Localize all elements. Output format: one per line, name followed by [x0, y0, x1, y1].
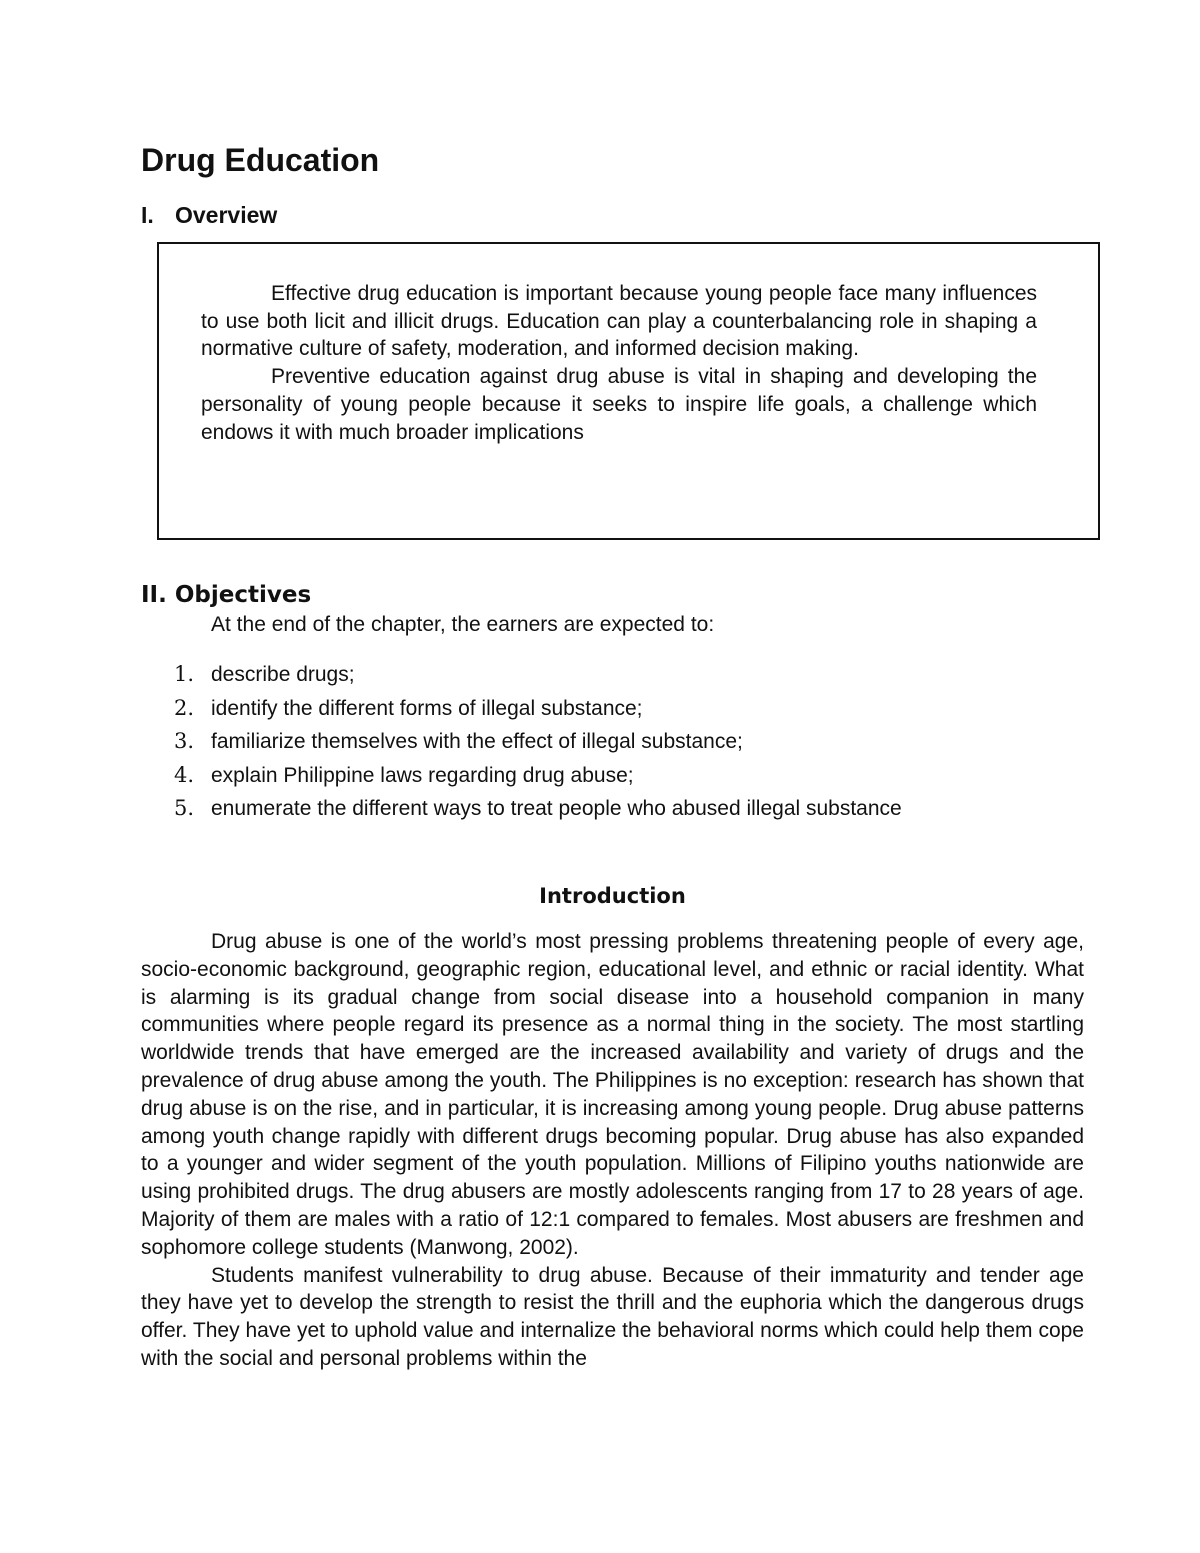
- objective-item: [174, 759, 902, 793]
- objective-item: [174, 725, 902, 759]
- objective-text: familiarize themselves with the effect of illegal substance;: [211, 730, 743, 753]
- overview-number: I.: [141, 202, 154, 228]
- objective-text: explain Philippine laws regarding drug abuse;: [211, 763, 634, 787]
- overview-heading-text: Overview: [175, 202, 278, 228]
- overview-box: [157, 242, 1100, 540]
- objective-item: [174, 658, 902, 692]
- introduction-paragraph-2: Students manifest vulnerability to drug abuse. Because of their immaturity and tender age they have yet to develop the strength to resist the thrill and the euphoria which the dangerous drugs offer. They have yet to uphold value and internalize the behavioral norms which could help them cope with the social and personal problems within the: [141, 1263, 1084, 1370]
- objective-item: [174, 792, 902, 826]
- overview-heading: [141, 200, 277, 230]
- objective-number: 2.: [174, 695, 195, 720]
- introduction-heading: Introduction: [539, 884, 686, 908]
- objective-number: 5.: [174, 796, 195, 820]
- objective-text: identify the different forms of illegal substance;: [211, 696, 643, 720]
- objective-number: 4.: [174, 762, 195, 787]
- objectives-list: [174, 658, 902, 826]
- overview-paragraph-2: Preventive education against drug abuse is vital in shaping and developing the personality of young people because it seeks to inspire life goals, a challenge which endows it with much broader implications: [201, 365, 1037, 444]
- objectives-heading: II. Objectives: [141, 582, 312, 608]
- overview-paragraph-1: Effective drug education is important because young people face many influences to use both licit and illicit drugs. Education can play a counterbalancing role in shaping a normative culture of safety, moderation, and informed decision making.: [201, 282, 1037, 361]
- introduction-body: [141, 928, 1084, 1373]
- document-title: Drug Education: [141, 142, 380, 178]
- objective-number: 3.: [174, 729, 195, 753]
- objectives-intro: At the end of the chapter, the earners are expected to:: [211, 613, 715, 636]
- overview-text: [201, 280, 1037, 446]
- objective-text: describe drugs;: [211, 663, 355, 686]
- objective-text: enumerate the different ways to treat people who abused illegal substance: [211, 797, 902, 820]
- objective-item: [174, 692, 902, 726]
- objective-number: 1.: [174, 662, 195, 686]
- introduction-paragraph-1: Drug abuse is one of the world’s most pressing problems threatening people of every age, socio-economic background, geographic region, educational level, and ethnic or racial identity. What is alarming is its gradual change from social disease into a household companion in many communities where people regard its presence as a normal thing in the society. The most startling worldwide trends that have emerged are the increased availability and variety of drugs and the prevalence of drug abuse among the youth. The Philippines is no exception: research has shown that drug abuse is on the rise, and in particular, it is increasing among young people. Drug abuse patterns among youth change rapidly with different drugs becoming popular. Drug abuse has also expanded to a younger and wider segment of the youth population. Millions of Filipino youths nationwide are using prohibited drugs. The drug abusers are mostly adolescents ranging from 17 to 28 years of age. Majority of them are males with a ratio of 12:1 compared to females. Most abusers are freshmen and sophomore college students (Manwong, 2002).: [141, 930, 1084, 1259]
